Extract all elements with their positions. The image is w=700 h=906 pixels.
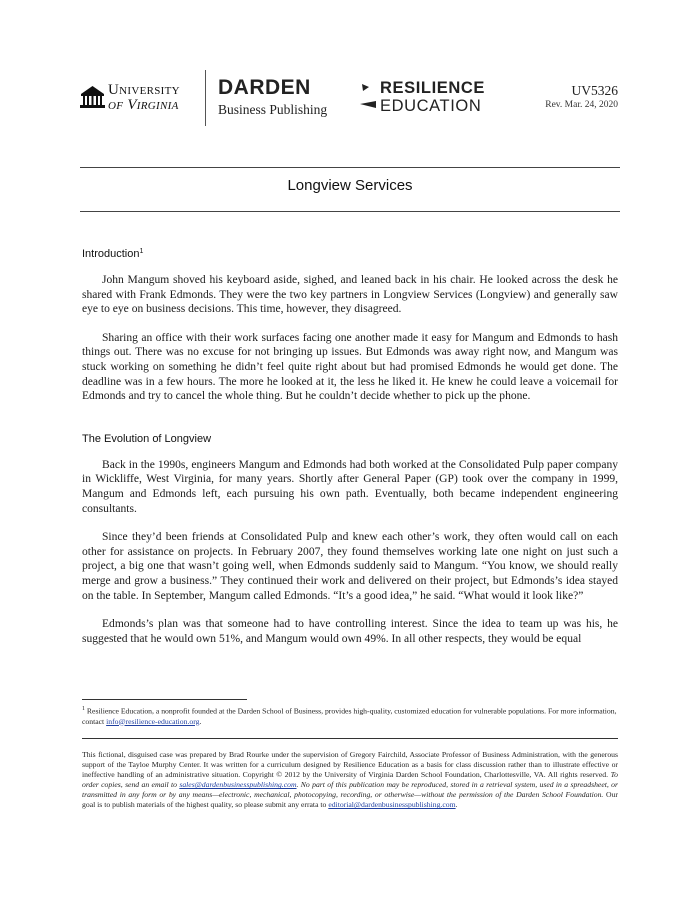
section-heading-introduction: Introduction$^1$ bbox=[82, 248, 144, 260]
uva-logo-line2: of Virginia bbox=[108, 97, 179, 113]
footnote-email-link[interactable]: info@resilience-education.org bbox=[106, 716, 200, 726]
editorial-email-link[interactable]: editorial@dardenbusinesspublishing.com bbox=[328, 800, 456, 810]
disclaimer-rule bbox=[82, 738, 618, 739]
revision-date: Rev. Mar. 24, 2020 bbox=[545, 100, 618, 110]
resilience-logo-line1: RESILIENCE bbox=[380, 79, 486, 97]
resilience-logo-line2: EDUCATION bbox=[380, 97, 482, 115]
footnote-rule bbox=[82, 699, 247, 700]
darden-subtitle: Business Publishing bbox=[218, 102, 328, 117]
rotunda-icon bbox=[80, 85, 105, 109]
title-bottom-rule bbox=[80, 211, 620, 212]
sales-email-link[interactable]: sales@dardenbusinesspublishing.com bbox=[179, 780, 297, 790]
case-body bbox=[82, 248, 618, 646]
disclaimer-italic: To order copies, send an email to bbox=[82, 770, 618, 790]
paragraph: Edmonds’s plan was that someone had to have controlling interest. Since the idea to team up was his, he suggested that he would own 51%, and Mangum would own 49%. In all other respects, they would be equal bbox=[82, 618, 618, 645]
darden-name: DARDEN bbox=[218, 76, 311, 99]
case-number: UV5326 bbox=[571, 83, 618, 98]
resilience-logo bbox=[380, 79, 485, 115]
paragraph: Since they’d been friends at Consolidated Pulp and knew each other’s work, they often would call on each other for assistance on projects. In February 2007, they found themselves working late one night on just such a project, a big one that wasn’t going well, when Edmonds suddenly said to Mangum. “You know, we should really merge and grow a business.” They continued their work and delivered on their project, but Edmonds’s idea stayed on the table. In September, Mangum called Edmonds. “It’s a good idea,” he said. “What would it look like?” bbox=[82, 531, 618, 602]
footnote-marker: 1 bbox=[82, 706, 85, 712]
uva-logo-line1: University bbox=[108, 82, 180, 98]
disclaimer-text: This fictional, disguised case was prepared by Brad Rourke under the supervision of Gregory Fairchild, Associate Professor of Business Administration, with the generous support of the Tayloe Murphy Center. It was written for a curriculum designed by Resilience Education as a basis for class discussion rather than to illustrate effective or ineffective handling of an administrative situation. Copyright © 2012 by the University of Virginia Darden School Foundation, Charlottesville, VA. All rights reserved. bbox=[82, 750, 618, 780]
footnote-ref: 1 bbox=[139, 248, 144, 255]
paragraph: Back in the 1990s, engineers Mangum and Edmonds had both worked at the Consolidated Pulp paper company in Wickliffe, West Virginia, for many years. Shortly after General Paper (GP) took over the company in 1999, Mangum and Edmonds left, each pursuing his own path. Eventually, both became independent engineering consultants. bbox=[82, 458, 618, 515]
section-heading-evolution: The Evolution of Longview bbox=[82, 432, 212, 445]
title-top-rule bbox=[80, 167, 620, 168]
disclaimer: This fictional, disguised case was prepared by Brad Rourke under the supervision of Gregory Fairchild, Associate Professor of Business Administration, with the generous support of the Tayloe Murphy Center. It was written for a curriculum designed by Resilience Education as a basis for class discussion rather than to illustrate effective or ineffective handling of an administrative situation. Copyright © 2012 by the University of Virginia Darden School Foundation, Charlottesville, VA. All rights reserved. To order copies, send an email to sales@dardenbusinesspublishing.com. No part of this publication may be reproduced, stored in a retrieval system, used in a spreadsheet, or transmitted in any form or by any means—electronic, mechanical, photocopying, recording, or otherwise—without the permission of the Darden School Foundation. Our goal is to publish materials of the highest quality, so please submit any errata to editorial@dardenbusinesspublishing.com. bbox=[82, 750, 618, 810]
resilience-swoosh-icon bbox=[358, 83, 378, 111]
case-identifier bbox=[545, 83, 618, 110]
footnote: $^1$ Resilience Education, a nonprofit founded at the Darden School of Business, provides high-quality, customized education for vulnerable populations. For more information, contact info@resilience-education.org. bbox=[82, 706, 617, 726]
disclaimer-text: Our goal is to publish materials of the highest quality, so please submit any errata to bbox=[82, 790, 618, 810]
logo-divider bbox=[205, 70, 206, 126]
paragraph: John Mangum shoved his keyboard aside, sighed, and leaned back in his chair. He looked across the desk he shared with Frank Edmonds. They were the two key partners in Longview Services (Longview) and generally saw eye to eye on business decisions. This time, however, they disagreed. bbox=[82, 274, 618, 316]
disclaimer-italic: . No part of this publication may be reproduced, stored in a retrieval system, used in a spreadsheet, or transmitted in any form or by any means—electronic, mechanical, photocopying, recording, or otherwise—without the permission of the Darden School Foundation. bbox=[82, 780, 618, 800]
darden-logo bbox=[218, 76, 328, 118]
footnote-text: Resilience Education, a nonprofit founded at the Darden School of Business, provides high-quality, customized education for vulnerable populations. For more information, contact bbox=[82, 706, 617, 726]
paragraph: Sharing an office with their work surfaces facing one another made it easy for Mangum and Edmonds to hash things out. There was no excuse for not bringing up issues. But Edmonds was away right now, and Mangum was stuck working on something he didn’t feel quite right about but had promised Edmonds he would get done. The deadline was in a few hours. The more he looked at it, the less he liked it. He knew he could leave a voicemail for Edmonds and try to cancel the whole thing. But he couldn’t decide whether to pick up the phone. bbox=[82, 331, 618, 403]
case-title: Longview Services bbox=[287, 177, 413, 194]
